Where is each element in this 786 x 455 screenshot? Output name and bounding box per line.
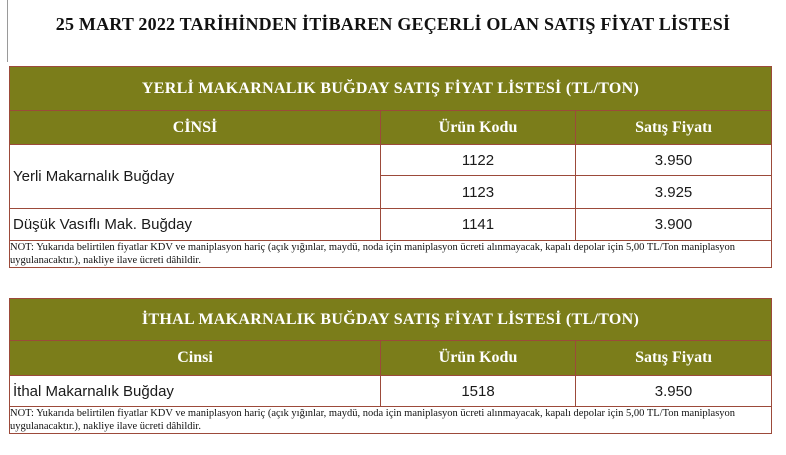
- imported-note-row: [10, 407, 772, 434]
- row-kod: 1123: [381, 176, 576, 209]
- row-fiyat: 3.925: [576, 176, 772, 209]
- row-cinsi: Düşük Vasıflı Mak. Buğday: [10, 209, 381, 241]
- imported-banner-row: [10, 299, 772, 341]
- row-fiyat: 3.900: [576, 209, 772, 241]
- domestic-header-cinsi: CİNSİ: [10, 111, 381, 145]
- domestic-note-row: [10, 241, 772, 268]
- domestic-banner-row: [10, 67, 772, 111]
- row-fiyat: 3.950: [576, 376, 772, 407]
- domestic-note: NOT: Yukarıda belirtilen fiyatlar KDV ve maniplasyon hariç (açık yığınlar, maydü, noda için maniplasyon ücreti alınmayacak, kapalı depolar için 5,00 TL/Ton maniplasyon uygulanacaktır.), nakliye ilave ücreti dâhildir.: [10, 241, 772, 268]
- imported-price-table: [9, 298, 772, 434]
- domestic-price-table: [9, 66, 772, 268]
- domestic-banner: YERLİ MAKARNALIK BUĞDAY SATIŞ FİYAT LİSTESİ (TL/TON): [10, 67, 772, 111]
- table-row: [10, 145, 772, 176]
- domestic-header-fiyat: Satış Fiyatı: [576, 111, 772, 145]
- imported-header-cinsi: Cinsi: [10, 341, 381, 376]
- imported-note: NOT: Yukarıda belirtilen fiyatlar KDV ve maniplasyon hariç (açık yığınlar, maydü, noda için maniplasyon ücreti alınmayacak, kapalı depolar için 5,00 TL/Ton maniplasyon uygulanacaktır.), nakliye ilave ücreti dâhildir.: [10, 407, 772, 434]
- row-fiyat: 3.950: [576, 145, 772, 176]
- domestic-header-kod: Ürün Kodu: [381, 111, 576, 145]
- row-kod: 1122: [381, 145, 576, 176]
- imported-banner: İTHAL MAKARNALIK BUĞDAY SATIŞ FİYAT LİSTESİ (TL/TON): [10, 299, 772, 341]
- imported-header-kod: Ürün Kodu: [381, 341, 576, 376]
- page-title: 25 MART 2022 TARİHİNDEN İTİBAREN GEÇERLİ OLAN SATIŞ FİYAT LİSTESİ: [55, 14, 731, 34]
- imported-header-row: [10, 341, 772, 376]
- table-row: [10, 376, 772, 407]
- row-cinsi: Yerli Makarnalık Buğday: [10, 145, 381, 209]
- row-kod: 1141: [381, 209, 576, 241]
- row-cinsi: İthal Makarnalık Buğday: [10, 376, 381, 407]
- row-kod: 1518: [381, 376, 576, 407]
- imported-header-fiyat: Satış Fiyatı: [576, 341, 772, 376]
- domestic-header-row: [10, 111, 772, 145]
- table-row: [10, 209, 772, 241]
